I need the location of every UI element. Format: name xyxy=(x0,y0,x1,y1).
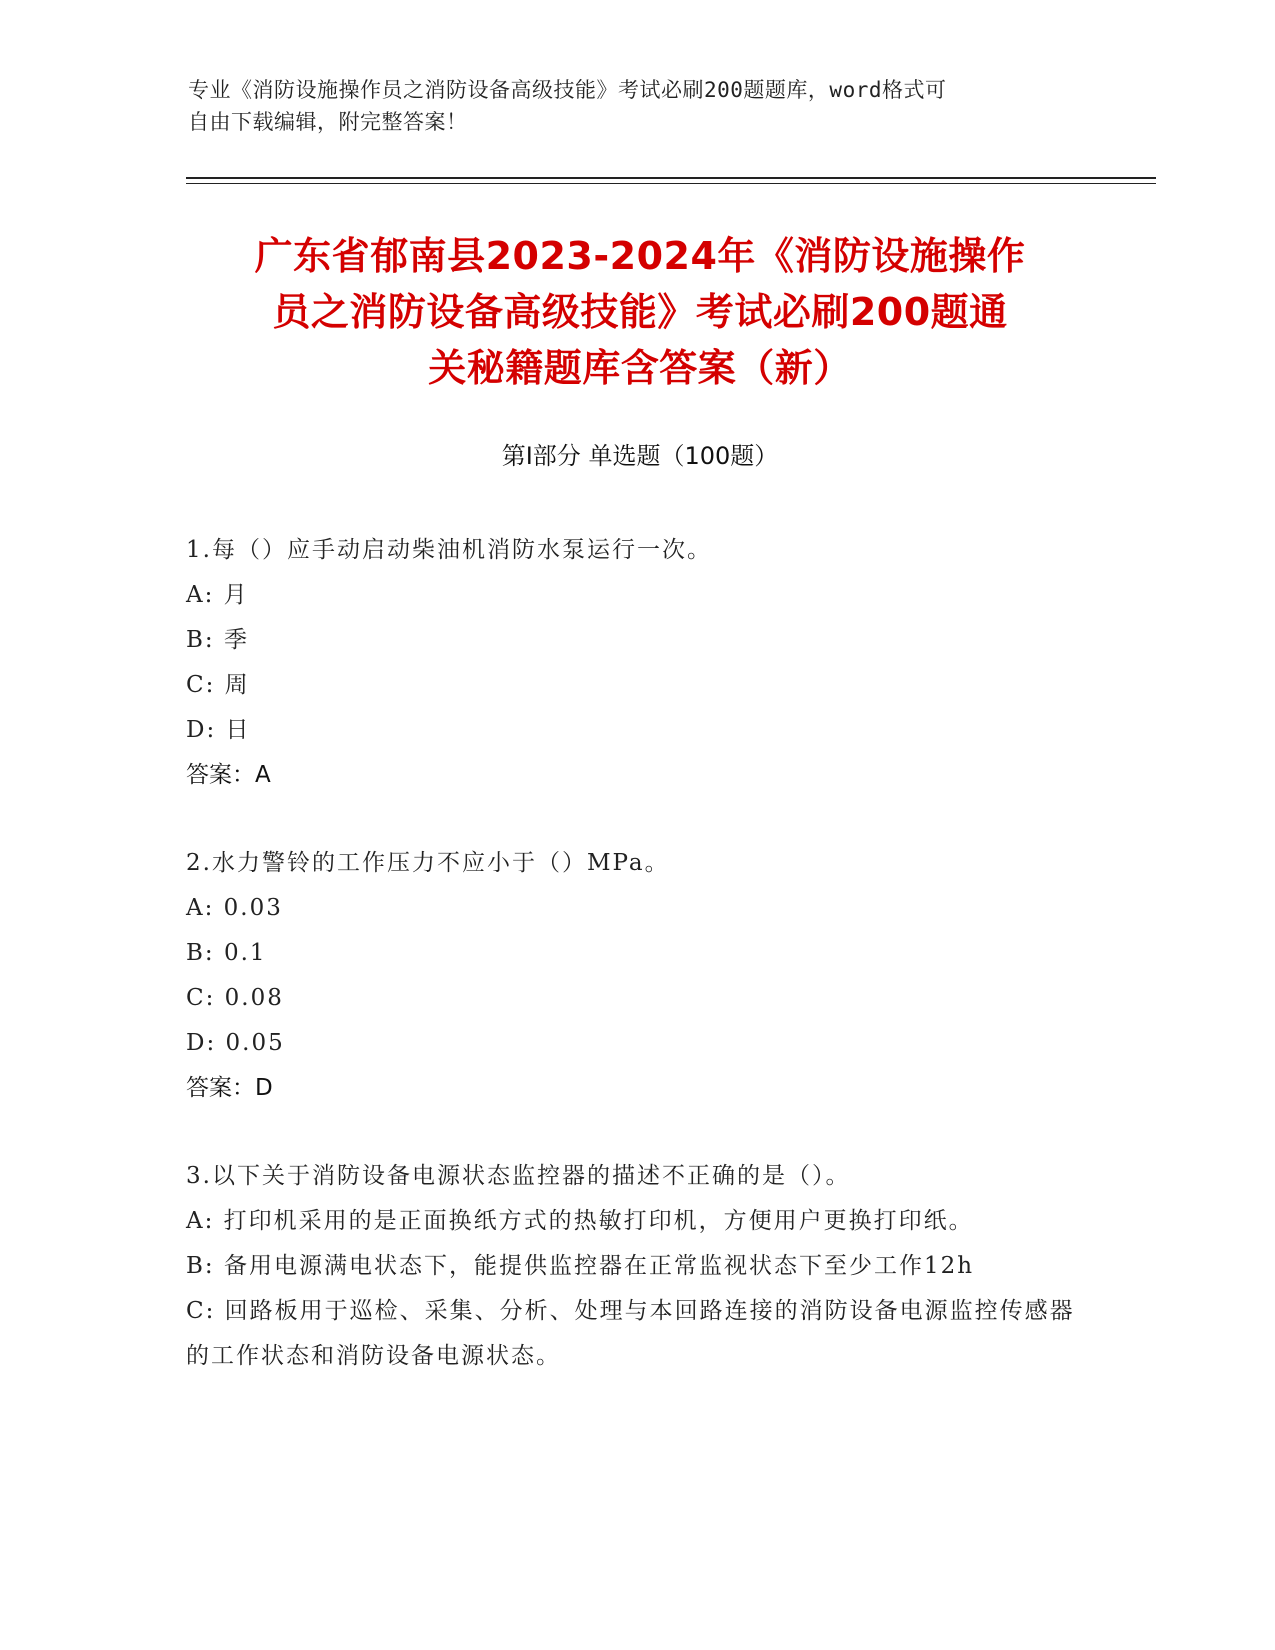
answer: 答案：D xyxy=(186,1075,273,1101)
title-line-3: 关秘籍题库含答案（新） xyxy=(428,346,852,390)
question-text: 1.每（）应手动启动柴油机消防水泵运行一次。 xyxy=(186,537,712,563)
question-text: 3.以下关于消防设备电源状态监控器的描述不正确的是（）。 xyxy=(186,1163,851,1189)
option-b: B: 0.1 xyxy=(186,940,267,966)
option-a: A: 月 xyxy=(186,582,249,608)
question-2 xyxy=(186,841,1086,1111)
option-d: D: 0.05 xyxy=(186,1030,285,1056)
title-line-2: 员之消防设备高级技能》考试必刷200题通 xyxy=(272,290,1008,334)
option-b: B: 备用电源满电状态下，能提供监控器在正常监视状态下至少工作12h xyxy=(186,1253,975,1279)
option-a: A: 0.03 xyxy=(186,895,283,921)
section-heading: 第Ⅰ部分 单选题（100题） xyxy=(501,442,779,470)
document-title xyxy=(190,228,1090,396)
option-a: A: 打印机采用的是正面换纸方式的热敏打印机，方便用户更换打印纸。 xyxy=(186,1208,974,1234)
header-note-line-1: 专业《消防设施操作员之消防设备高级技能》考试必刷200题题库，word格式可 xyxy=(188,78,947,102)
answer: 答案：A xyxy=(186,762,271,788)
option-d: D: 日 xyxy=(186,717,251,743)
title-line-1: 广东省郁南县2023-2024年《消防设施操作 xyxy=(254,234,1026,278)
option-c: C: 回路板用于巡检、采集、分析、处理与本回路连接的消防设备电源监控传感器的工作状态和消防设备电源状态。 xyxy=(186,1298,1075,1369)
header-rule-thick xyxy=(186,177,1156,179)
question-list xyxy=(186,528,1086,1422)
option-c: C: 0.08 xyxy=(186,985,284,1011)
header-rule-thin xyxy=(186,183,1156,184)
question-1 xyxy=(186,528,1086,798)
question-3 xyxy=(186,1154,1086,1379)
header-note xyxy=(188,74,1068,138)
option-b: B: 季 xyxy=(186,627,249,653)
option-c: C: 周 xyxy=(186,672,250,698)
question-text: 2.水力警铃的工作压力不应小于（）MPa。 xyxy=(186,850,670,876)
header-note-line-2: 自由下载编辑，附完整答案！ xyxy=(188,110,468,134)
